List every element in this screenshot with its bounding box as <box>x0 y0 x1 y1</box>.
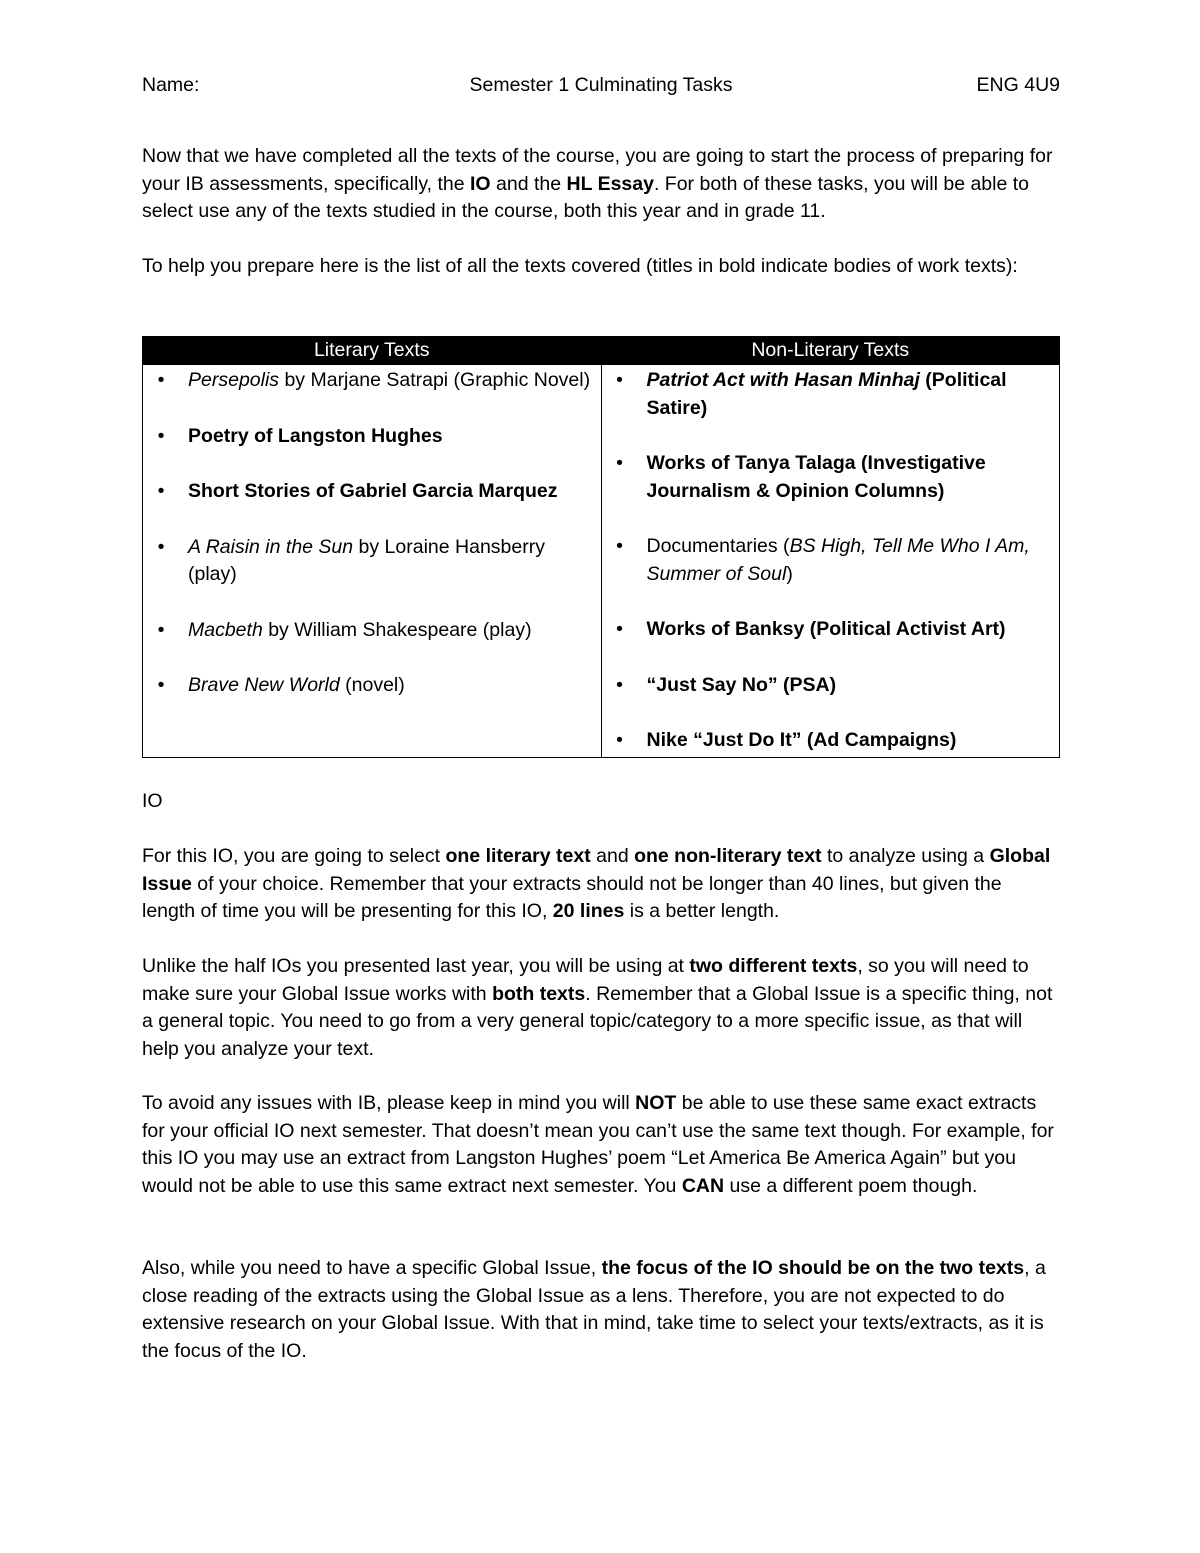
io-text: . Remember that a Global Issue is a specific thing, not a general topic. You need to go from a very general topic/category to a more specific issue, as that will help you analyze your text. <box>142 982 1053 1060</box>
io-bold: 20 lines <box>552 900 625 922</box>
bullet-icon: • <box>616 369 623 391</box>
document-title: Semester 1 Culminating Tasks <box>469 74 733 96</box>
io-text: be able to use these same exact extracts for your official IO next semester. That doesn’t mean you can’t use the same text though. For example, for this IO you may use an extract from Langston Hughes’ poem “Let America Be America Again” but you would not be able to use this same extract next semester. You <box>142 1092 1054 1197</box>
io-paragraph-1 <box>142 843 1060 926</box>
list-item <box>143 367 601 395</box>
bullet-icon: • <box>616 452 623 474</box>
help-paragraph: To help you prepare here is the list of all the texts covered (titles in bold indicate bodies of work texts): <box>142 255 1018 277</box>
text-title: A Raisin in the Sun <box>188 535 354 558</box>
list-item <box>143 534 601 589</box>
io-text: use a different poem though. <box>724 1174 978 1197</box>
text-title: Nike “Just Do It” (Ad Campaigns) <box>646 729 957 751</box>
text-detail: BS High, Tell Me Who I Am, Summer of Soul <box>646 535 1030 585</box>
non-literary-column <box>601 365 1060 758</box>
intro-paragraph <box>142 143 1060 226</box>
list-item <box>143 423 601 451</box>
text-detail: by Marjane Satrapi (Graphic Novel) <box>279 369 591 391</box>
text-detail: (novel) <box>339 674 405 696</box>
bullet-icon: • <box>157 369 165 391</box>
list-item <box>143 617 601 645</box>
io-bold: both texts <box>492 982 586 1005</box>
io-text: to analyze using a <box>821 845 990 867</box>
io-text: of your choice. Remember that your extracts should not be longer than 40 lines, but given the length of time you will be presenting for this IO, <box>142 872 1002 922</box>
intro-text: Now that we have completed all the texts of the course, you are going to start the process of preparing for your IB assessments, specifically, the <box>142 145 1053 195</box>
intro-text: . For both of these tasks, you will be able to select use any of the texts studied in the course, both this year and in grade 11. <box>142 172 1030 222</box>
list-item <box>602 450 1060 505</box>
texts-table <box>142 336 1060 758</box>
literary-header: Literary Texts <box>143 337 602 365</box>
course-code: ENG 4U9 <box>976 74 1060 96</box>
bullet-icon: • <box>616 535 623 557</box>
list-item <box>602 672 1060 700</box>
io-text: Also, while you need to have a specific Global Issue, <box>142 1257 602 1279</box>
bullet-icon: • <box>616 729 623 751</box>
list-item <box>602 533 1060 588</box>
bullet-icon: • <box>157 535 165 558</box>
list-item <box>143 672 601 700</box>
bullet-icon: • <box>616 673 623 696</box>
list-item <box>143 478 601 506</box>
io-text: and <box>590 845 635 867</box>
io-heading: IO <box>142 790 163 812</box>
io-paragraph-4 <box>142 1255 1060 1365</box>
io-bold: one literary text <box>445 845 591 867</box>
non-literary-header: Non-Literary Texts <box>601 337 1060 365</box>
page-header <box>142 72 1060 98</box>
text-title: Poetry of Langston Hughes <box>188 424 443 447</box>
bullet-icon: • <box>157 674 165 696</box>
io-bold: NOT <box>635 1092 677 1114</box>
name-label: Name: <box>142 74 200 96</box>
literary-column <box>143 365 602 758</box>
io-bold: the focus of the IO should be on the two texts <box>601 1257 1025 1279</box>
io-text: To avoid any issues with IB, please keep in mind you will <box>142 1092 636 1114</box>
text-title: Works of Banksy (Political Activist Art) <box>646 618 1006 640</box>
io-text: , a close reading of the extracts using the Global Issue as a lens. Therefore, you are not expected to do extensive research on your Global Issue. With that in mind, take time to select your texts/extracts, as it is the focus of the IO. <box>142 1257 1046 1362</box>
text-title: Works of Tanya Talaga (Investigative Journalism & Opinion Columns) <box>646 452 986 502</box>
text-detail: by William Shakespeare (play) <box>262 618 532 641</box>
io-text: , so you will need to make sure your Global Issue works with <box>142 955 1029 1005</box>
bullet-icon: • <box>157 618 165 641</box>
intro-text: and the <box>490 172 567 195</box>
text-title: Persepolis <box>188 369 280 391</box>
io-text: For this IO, you are going to select <box>142 845 446 867</box>
bullet-icon: • <box>616 618 623 640</box>
list-item <box>602 727 1060 755</box>
io-paragraph-3 <box>142 1090 1060 1200</box>
list-item <box>602 367 1060 422</box>
io-bold: one non-literary text <box>634 845 822 867</box>
io-text: is a better length. <box>624 900 780 922</box>
text-title: Documentaries ( <box>646 535 790 557</box>
text-title: Short Stories of Gabriel Garcia Marquez <box>188 480 558 502</box>
intro-essay-bold: HL Essay <box>566 172 654 195</box>
intro-io-bold: IO <box>470 172 491 195</box>
bullet-icon: • <box>157 480 165 502</box>
text-detail: by Loraine Hansberry (play) <box>188 535 545 585</box>
text-detail: (Political Satire) <box>646 369 1007 419</box>
io-text: Unlike the half IOs you presented last year, you will be using at <box>142 955 690 977</box>
io-bold: Global Issue <box>142 845 1051 895</box>
list-item <box>602 616 1060 644</box>
text-title: “Just Say No” (PSA) <box>646 673 837 696</box>
io-paragraph-2 <box>142 953 1060 1063</box>
text-title: Macbeth <box>188 618 263 641</box>
text-title: Patriot Act with Hasan Minhaj <box>646 369 920 391</box>
io-bold: two different texts <box>689 955 858 977</box>
text-title: Brave New World <box>188 674 340 696</box>
text-detail: ) <box>786 562 793 585</box>
io-bold: CAN <box>681 1174 725 1197</box>
bullet-icon: • <box>157 424 165 447</box>
